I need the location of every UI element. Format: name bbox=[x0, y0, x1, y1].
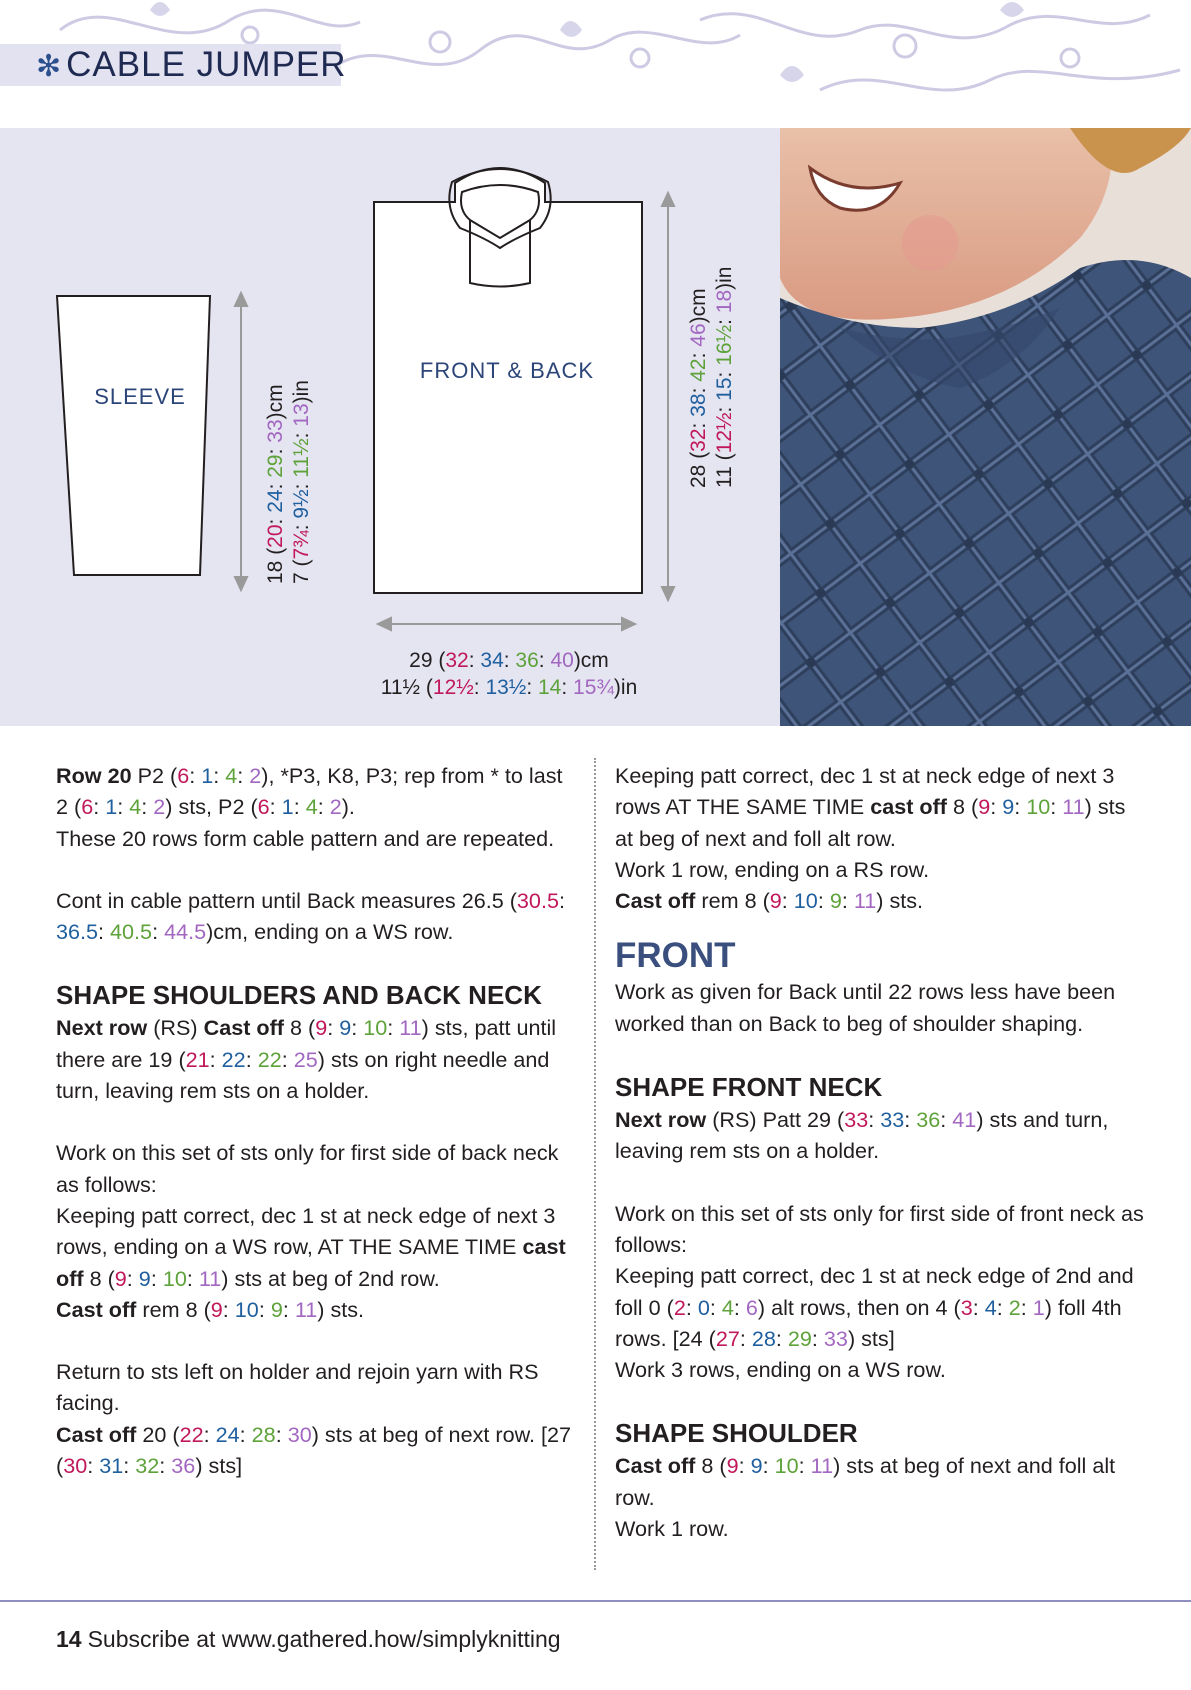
footer-rule bbox=[0, 1600, 1191, 1602]
body-label: FRONT & BACK bbox=[419, 358, 595, 383]
page-title: ✻ CABLE JUMPER bbox=[36, 44, 347, 88]
paragraph-shoulder-cast-off: Cast off 8 (9: 9: 10: 11) sts at beg of next and foll alt row. Work 1 row. bbox=[615, 1453, 1116, 1542]
sleeve-label: SLEEVE bbox=[94, 384, 186, 409]
sleeve-dim-cm: 18 (20: 24: 29: 33)cm bbox=[264, 384, 287, 584]
page-number: 14 bbox=[56, 1626, 82, 1652]
flower-icon: ✻ bbox=[36, 50, 63, 83]
paragraph-row20: Row 20 P2 (6: 1: 4: 2), *P3, K8, P3; rep from * to last 2 (6: 1: 4: 2) sts, P2 (6: 1: 4: 2). These 20 rows form cable pattern and are repeated. bbox=[56, 763, 563, 851]
right-column bbox=[615, 760, 1145, 1575]
heading-shape-front-neck: SHAPE FRONT NECK bbox=[615, 1072, 883, 1103]
paragraph-front: Work as given for Back until 22 rows less have been worked than on Back to beg of shoulder shaping. bbox=[615, 979, 1116, 1036]
sleeve-dim-in: 7 (7¾: 9½: 11½: 13)in bbox=[290, 380, 313, 584]
heading-front: FRONT bbox=[615, 936, 736, 976]
body-length-arrow bbox=[662, 193, 674, 600]
page-header bbox=[0, 0, 1191, 125]
paragraph-cont-cable: Cont in cable pattern until Back measures 26.5 (30.5: 36.5: 40.5: 44.5)cm, ending on a WS row. bbox=[56, 887, 565, 945]
left-column bbox=[56, 760, 576, 1512]
heading-shape-shoulders-back-neck: SHAPE SHOULDERS AND BACK NECK bbox=[56, 980, 542, 1011]
paragraph-front-next-row: Next row (RS) Patt 29 (33: 33: 36: 41) sts and turn, leaving rem sts on a holder. bbox=[615, 1107, 1109, 1164]
subscribe-link[interactable]: Subscribe at www.gathered.how/simplyknitting bbox=[87, 1626, 561, 1652]
schematic-diagram bbox=[0, 128, 780, 726]
page-footer bbox=[56, 1626, 561, 1653]
photo-illustration bbox=[780, 128, 1191, 726]
body-width-in: 11½ (12½: 13½: 14: 15¾)in bbox=[380, 676, 638, 699]
body-length-cm: 28 (32: 38: 42: 46)cm bbox=[687, 288, 710, 488]
body-length-in: 11 (12½: 15: 16½: 18)in bbox=[713, 266, 736, 488]
sleeve-shape bbox=[57, 296, 210, 575]
body-width-arrow bbox=[378, 618, 635, 630]
schematic-svg bbox=[0, 128, 780, 726]
body-width-cm: 29 (32: 34: 36: 40)cm bbox=[409, 649, 609, 672]
paragraph-first-side-back-neck: Work on this set of sts only for first side of back neck as follows: Keeping patt correct, dec 1 st at neck edge of next 3 rows, ending on a WS row, AT THE SAME TIME cast off 8 (9: 9: 10: 11) sts at beg of 2nd row. Cast off rem 8 (9: 10: 9: 11) sts. bbox=[56, 1140, 566, 1322]
child-jumper-photo bbox=[780, 128, 1191, 726]
paragraph-next-row: Next row (RS) Cast off 8 (9: 9: 10: 11) sts, patt until there are 19 (21: 22: 22: 25) sts on right needle and turn, leaving rem sts on a holder. bbox=[56, 1015, 557, 1104]
column-divider bbox=[594, 758, 596, 1570]
paragraph-keeping-patt: Keeping patt correct, dec 1 st at neck edge of next 3 rows AT THE SAME TIME cast off 8 (9: 9: 10: 11) sts at beg of next and foll alt row. Work 1 row, ending on a RS row. Cast off rem 8 (9: 10: 9: 11) sts. bbox=[615, 763, 1126, 914]
heading-shape-shoulder: SHAPE SHOULDER bbox=[615, 1418, 858, 1449]
sleeve-length-arrow bbox=[235, 293, 247, 590]
paragraph-return-holder: Return to sts left on holder and rejoin yarn with RS facing. Cast off 20 (22: 24: 28: 30) sts at beg of next row. [27 (30: 31: 32: 36) sts] bbox=[56, 1359, 571, 1479]
paragraph-first-side-front-neck: Work on this set of sts only for first side of front neck as follows: Keeping patt correct, dec 1 st at neck edge of 2nd and foll 0 (2: 0: 4: 6) alt rows, then on 4 (3: 4: 2: 1) foll 4th rows. [24 (27: 28: 29: 33) sts] Work 3 rows, ending on a WS row. bbox=[615, 1200, 1144, 1383]
